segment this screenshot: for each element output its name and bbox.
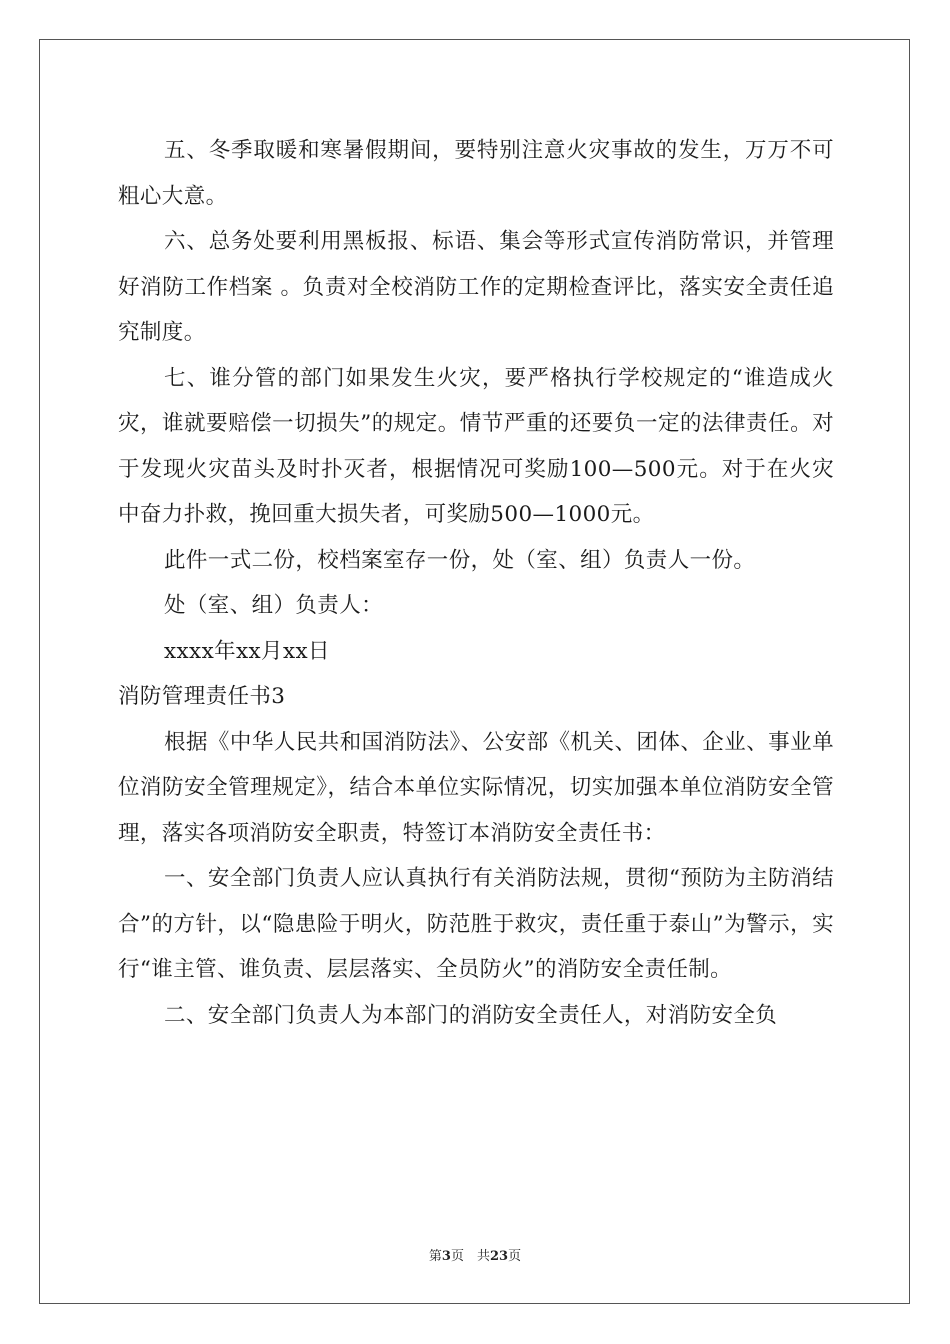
- paragraph-item-2: 二、安全部门负责人为本部门的消防安全责任人，对消防安全负: [164, 1002, 778, 1028]
- document-body: [118, 128, 834, 1038]
- paragraph-item-6: 六、总务处要利用黑板报、标语、集会等形式宣传消防常识，并管理好消防工作档案 。负责对全校消防工作的定期检查评比，落实安全责任追究制度。: [118, 229, 834, 345]
- page-number-footer: [0, 1247, 950, 1267]
- signer-line: 处（室、组）负责人：: [164, 593, 384, 618]
- paragraph-item-5: 五、冬季取暖和寒暑假期间，要特别注意火灾事故的发生，万万不可粗心大意。: [118, 138, 834, 209]
- section-title: 消防管理责任书3: [118, 684, 286, 709]
- paragraph-item-1: 一、安全部门负责人应认真执行有关消防法规，贯彻“预防为主防消结合”的方针，以“隐患险于明火，防范胜于救灾，责任重于泰山”为警示，实行“谁主管、谁负责、层层落实、全员防火”的消防安全责任制。: [118, 866, 834, 982]
- date-line: xxxx年xx月xx日: [164, 638, 330, 664]
- intro-paragraph: 根据《中华人民共和国消防法》、公安部《机关、团体、企业、事业单位消防安全管理规定》，结合本单位实际情况，切实加强本单位消防安全管理，落实各项消防安全职责，特签订本消防安全责任书：: [118, 729, 834, 846]
- footer-suffix: 页: [508, 1249, 522, 1264]
- footer-mid: 页 共: [450, 1249, 490, 1264]
- paragraph-item-7: 七、谁分管的部门如果发生火灾，要严格执行学校规定的“谁造成火灾，谁就要赔偿一切损失”的规定。情节严重的还要负一定的法律责任。对于发现火灾苗头及时扑灭者，根据情况可奖励100—500元。对于在火灾中奋力扑救，挽回重大损失者，可奖励500—1000元。: [118, 365, 834, 527]
- footer-current-page: 3: [441, 1249, 451, 1264]
- footer-prefix: 第: [428, 1249, 442, 1264]
- footer-total-pages: 23: [489, 1249, 509, 1264]
- copies-note: 此件一式二份，校档案室存一份，处（室、组）负责人一份。: [164, 547, 756, 573]
